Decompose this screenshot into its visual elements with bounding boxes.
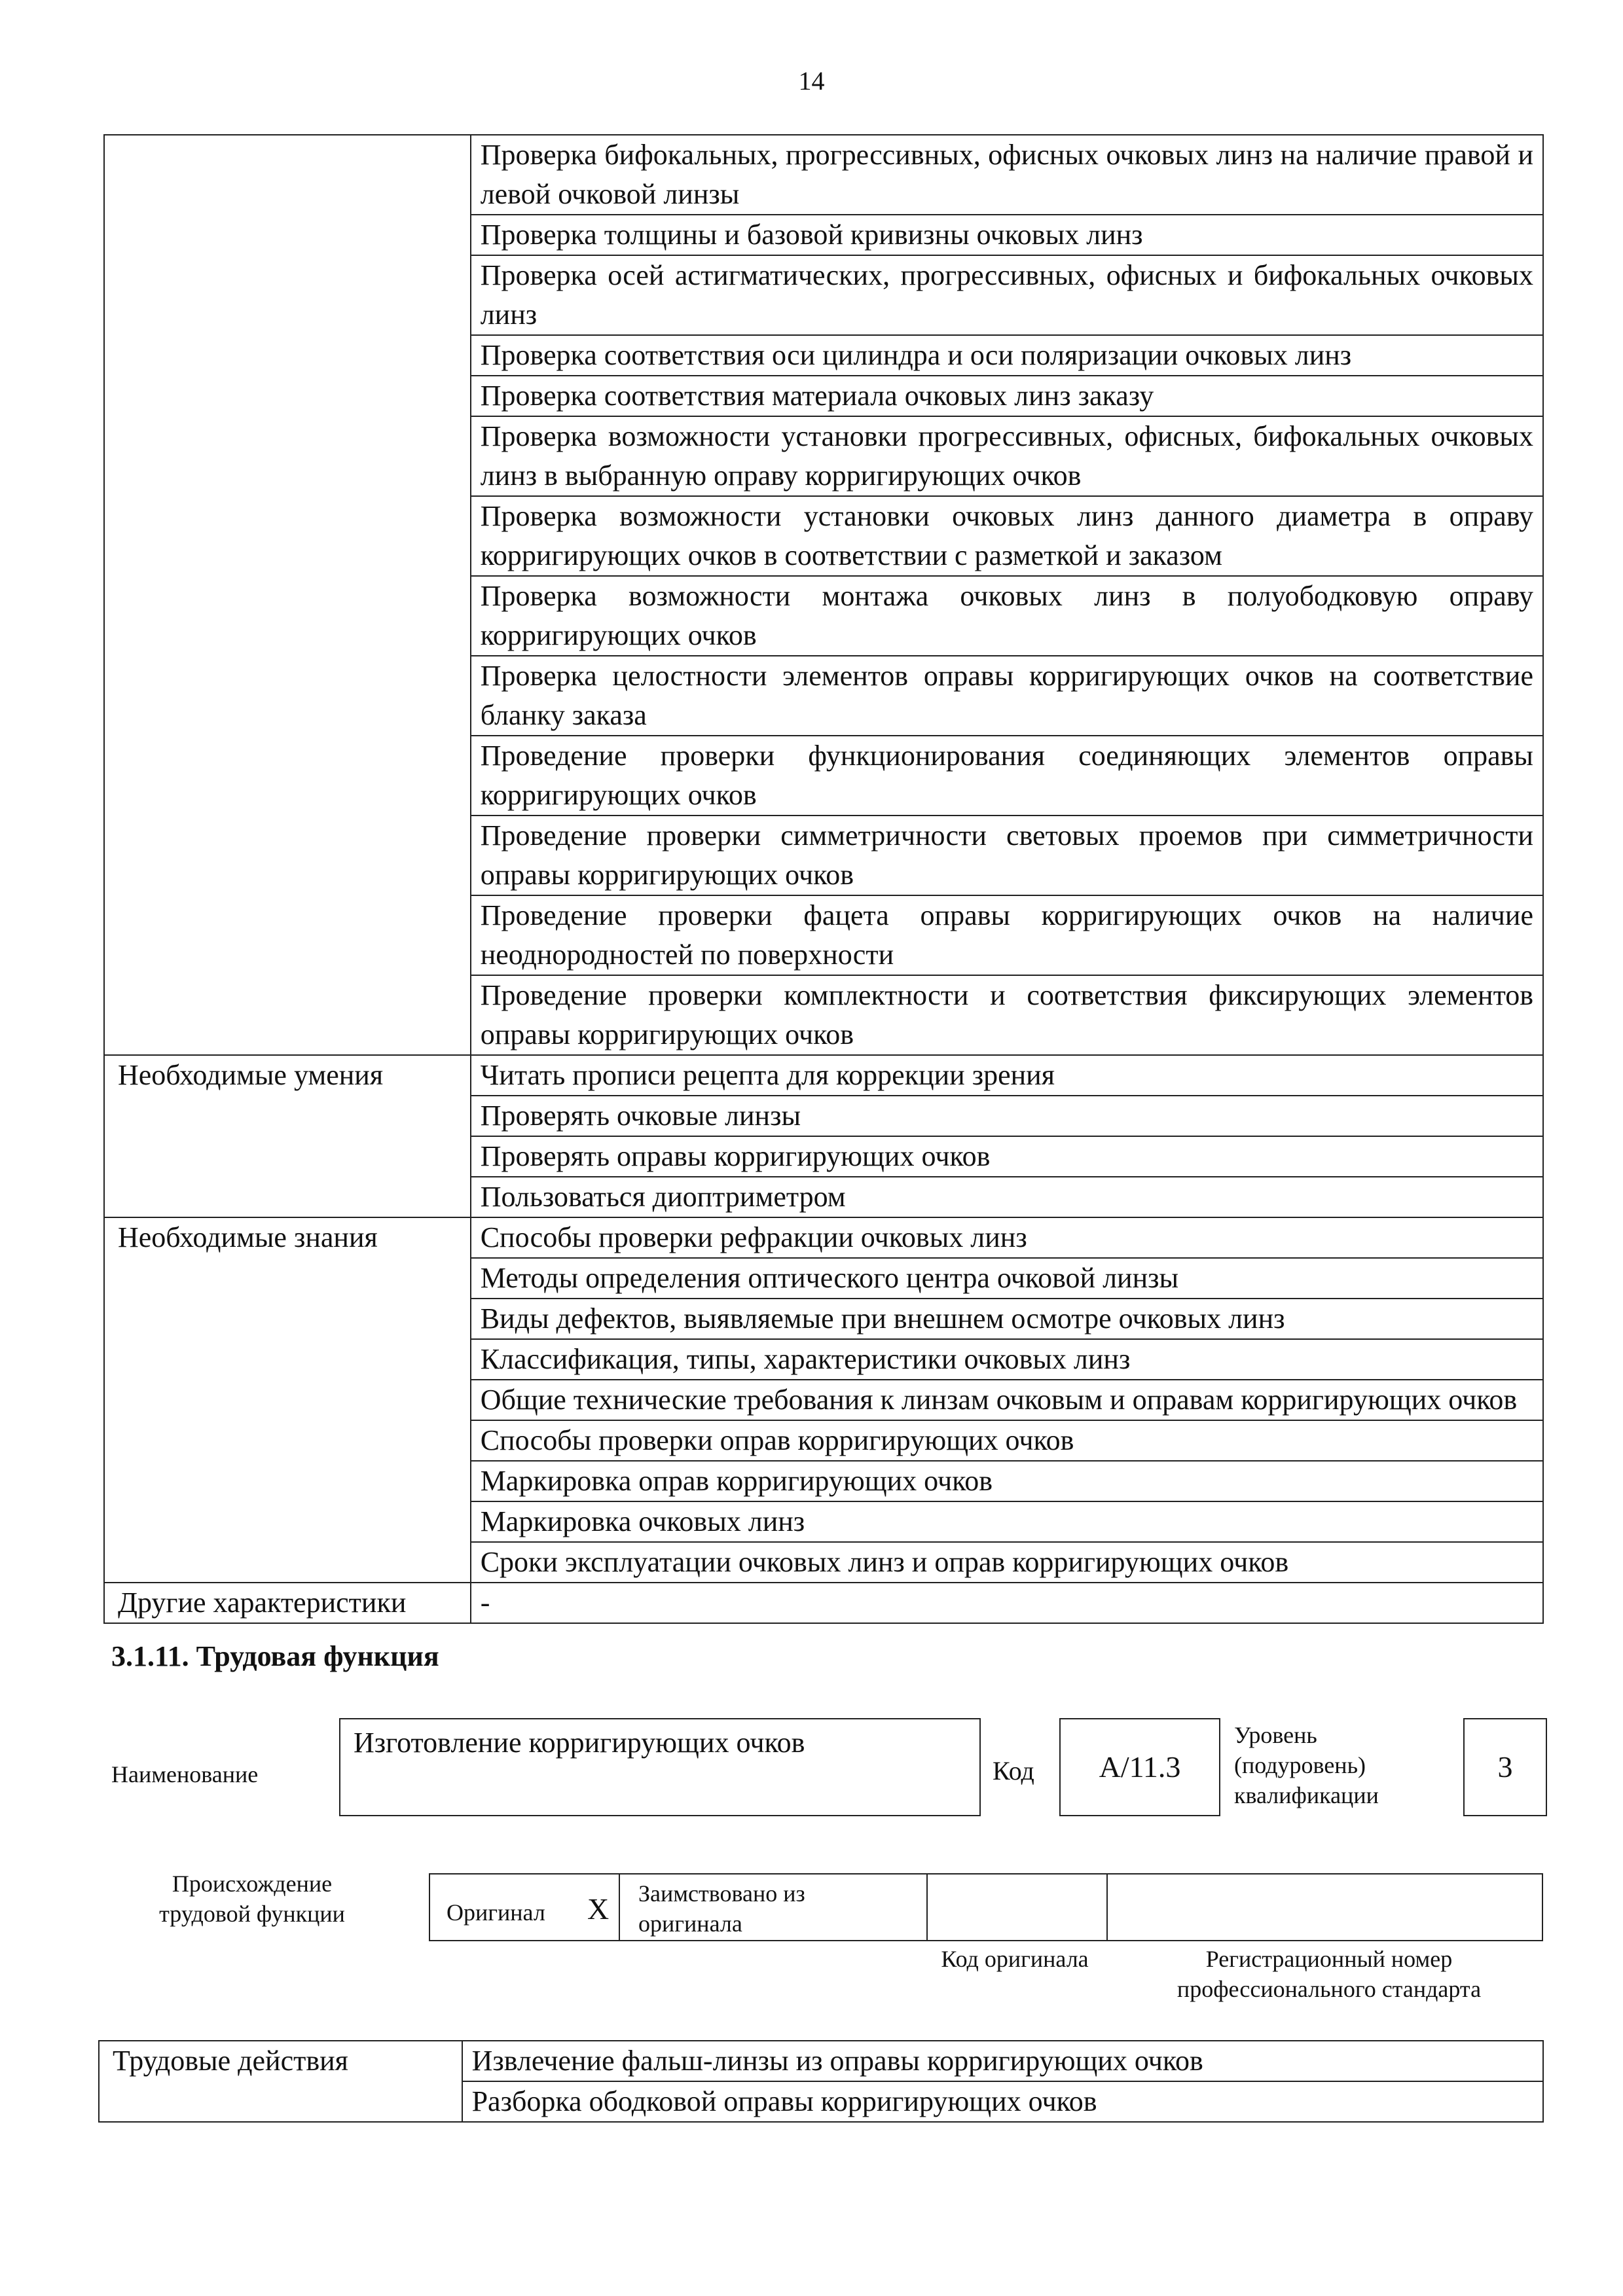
table-cell: Проверка соответствия оси цилиндра и оси поляризации очковых линз: [471, 335, 1543, 376]
table-cell: Проверка соответствия материала очковых линз заказу: [471, 376, 1543, 416]
table-cell: Проверять очковые линзы: [471, 1096, 1543, 1136]
original-mark: X: [587, 1892, 610, 1926]
table-cell: Проверка толщины и базовой кривизны очковых линз: [471, 215, 1543, 255]
table-cell: Читать прописи рецепта для коррекции зрения: [471, 1055, 1543, 1096]
name-value-box: [339, 1718, 981, 1816]
table-cell: Маркировка очковых линз: [471, 1501, 1543, 1542]
table-cell: Проверка возможности установки очковых линз данного диаметра в оправу корригирующих очков в соответствии с разметкой и заказом: [471, 496, 1543, 576]
table-row: [104, 1055, 1543, 1096]
table-cell: Проведение проверки функционирования соединяющих элементов оправы корригирующих очков: [471, 736, 1543, 816]
table-cell: -: [471, 1583, 1543, 1623]
code-label: Код: [993, 1756, 1034, 1785]
table-cell: Маркировка оправ корригирующих очков: [471, 1461, 1543, 1501]
code-original-caption: Код оригинала: [941, 1946, 1089, 1972]
origin-label: Происхождение трудовой функции: [159, 1871, 345, 1927]
row-group-label: Трудовые действия: [99, 2041, 462, 2122]
table-cell: Классификация, типы, характеристики очковых линз: [471, 1339, 1543, 1380]
table-cell: Пользоваться диоптриметром: [471, 1177, 1543, 1217]
table-cell: Сроки эксплуатации очковых линз и оправ корригирующих очков: [471, 1542, 1543, 1583]
competency-table: [103, 134, 1544, 1624]
table-cell: Проверка осей астигматических, прогрессивных, офисных и бифокальных очковых линз: [471, 255, 1543, 335]
table-cell: Извлечение фальш-линзы из оправы корригирующих очков: [462, 2041, 1543, 2081]
name-value: Изготовление корригирующих очков: [354, 1727, 805, 1759]
table-cell: Проверка целостности элементов оправы корригирующих очков на соответствие бланку заказа: [471, 656, 1543, 736]
code-value: A/11.3: [1059, 1718, 1220, 1816]
table-row: [104, 1583, 1543, 1623]
row-group-label: Необходимые знания: [104, 1217, 471, 1583]
page-number: 14: [798, 66, 825, 96]
labor-actions-table: [98, 2040, 1544, 2123]
level-value: 3: [1463, 1718, 1547, 1816]
table-row: [99, 2041, 1543, 2081]
table-cell: Проведение проверки комплектности и соответствия фиксирующих элементов оправы корригирующих очков: [471, 975, 1543, 1055]
table-cell: Способы проверки рефракции очковых линз: [471, 1217, 1543, 1258]
original-cell: [430, 1874, 620, 1940]
borrowed-label: Заимствовано из оригинала: [638, 1880, 805, 1937]
table-cell: Проверять оправы корригирующих очков: [471, 1136, 1543, 1177]
origin-row: [429, 1873, 1543, 1941]
original-label: Оригинал: [447, 1899, 545, 1926]
table-cell: Проведение проверки симметричности световых проемов при симметричности оправы корригирующих очков: [471, 816, 1543, 895]
table-cell: Проверка возможности установки прогрессивных, офисных, бифокальных очковых линз в выбранную оправу корригирующих очков: [471, 416, 1543, 496]
table-cell: Методы определения оптического центра очковой линзы: [471, 1258, 1543, 1299]
name-label: Наименование: [111, 1761, 259, 1787]
reg-number-caption: Регистрационный номер профессионального стандарта: [1176, 1946, 1482, 2002]
row-group-label: Другие характеристики: [104, 1583, 471, 1623]
code-original-cell: [928, 1874, 1108, 1940]
table-cell: Проведение проверки фацета оправы корригирующих очков на наличие неоднородностей по поверхности: [471, 895, 1543, 975]
row-group-label: Необходимые умения: [104, 1055, 471, 1217]
table-cell: Разборка ободковой оправы корригирующих очков: [462, 2081, 1543, 2122]
row-group-label: [104, 135, 471, 1055]
table-row: [104, 1217, 1543, 1258]
reg-number-cell: [1108, 1874, 1543, 1940]
table-cell: Общие технические требования к линзам очковым и оправам корригирующих очков: [471, 1380, 1543, 1420]
table-cell: Виды дефектов, выявляемые при внешнем осмотре очковых линз: [471, 1299, 1543, 1339]
borrowed-cell: [620, 1874, 928, 1940]
table-row: [104, 135, 1543, 215]
level-label: Уровень (подуровень) квалификации: [1234, 1722, 1379, 1808]
table-cell: Проверка бифокальных, прогрессивных, офисных очковых линз на наличие правой и левой очковой линзы: [471, 135, 1543, 215]
table-cell: Проверка возможности монтажа очковых линз в полуободковую оправу корригирующих очков: [471, 576, 1543, 656]
table-cell: Способы проверки оправ корригирующих очков: [471, 1420, 1543, 1461]
section-heading: 3.1.11. Трудовая функция: [111, 1640, 439, 1672]
